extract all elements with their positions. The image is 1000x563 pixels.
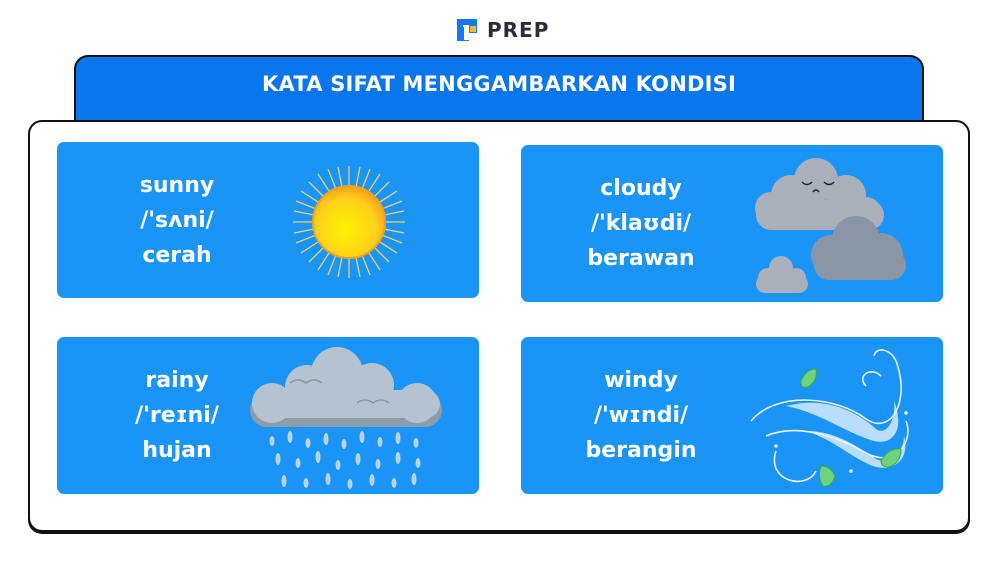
card-windy	[521, 337, 943, 494]
card-rainy	[57, 337, 479, 494]
word: rainy	[145, 368, 209, 393]
sun-icon	[291, 164, 407, 284]
page-title: KATA SIFAT MENGGAMBARKAN KONDISI	[262, 72, 736, 96]
card-text	[521, 145, 761, 302]
card-text	[57, 142, 297, 298]
meaning: hujan	[142, 438, 212, 463]
card-text	[521, 337, 761, 494]
rain-cloud-icon	[242, 345, 452, 494]
brand-logo	[455, 16, 549, 44]
word: windy	[604, 368, 678, 393]
meaning: berangin	[585, 438, 697, 463]
meaning: berawan	[587, 246, 695, 271]
pronunciation: /'klaʊdi/	[590, 211, 692, 236]
clouds-icon	[746, 150, 916, 302]
brand-name: PREP	[487, 18, 550, 42]
word: cloudy	[600, 176, 682, 201]
wind-icon	[746, 341, 936, 494]
title-banner	[74, 55, 924, 121]
card-cloudy	[521, 145, 943, 302]
pronunciation: /'sʌni/	[140, 207, 214, 233]
pronunciation: /'wɪndi/	[593, 403, 689, 428]
meaning: cerah	[142, 242, 212, 268]
pronunciation: /'reɪni/	[135, 403, 219, 428]
card-sunny	[57, 142, 479, 298]
prep-logo-icon	[455, 17, 481, 43]
word: sunny	[139, 172, 215, 198]
